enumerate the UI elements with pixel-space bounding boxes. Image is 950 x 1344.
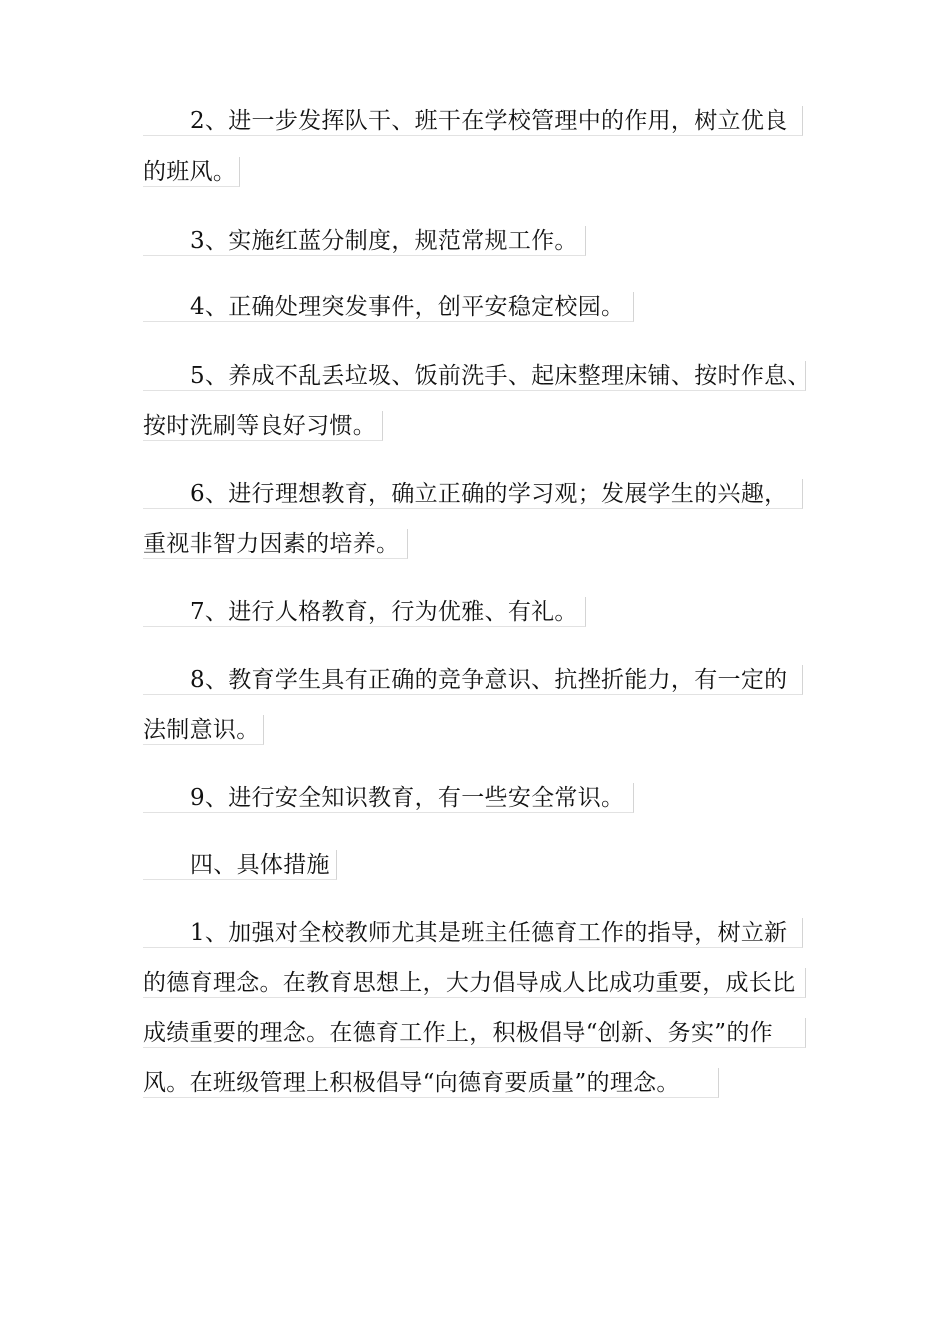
text-line: 的班风。: [143, 157, 240, 187]
text-line: 法制意识。: [143, 715, 264, 745]
text-line: 5、养成不乱丢垃圾、饭前洗手、起床整理床铺、按时作息、: [143, 361, 806, 391]
text-line: 8、教育学生具有正确的竞争意识、抗挫折能力，有一定的: [143, 665, 803, 695]
text-line: 6、进行理想教育，确立正确的学习观；发展学生的兴趣，: [143, 479, 803, 509]
text-line: 重视非智力因素的培养。: [143, 529, 408, 559]
text-line: 1、加强对全校教师尤其是班主任德育工作的指导，树立新: [143, 918, 803, 948]
text-line: 7、进行人格教育，行为优雅、有礼。: [143, 597, 586, 627]
text-line: 按时洗刷等良好习惯。: [143, 411, 383, 441]
text-line: 风。在班级管理上积极倡导“向德育要质量”的理念。: [143, 1068, 719, 1098]
text-line: 3、实施红蓝分制度，规范常规工作。: [143, 226, 586, 256]
section-heading: 四、具体措施: [143, 850, 337, 880]
text-line: 4、正确处理突发事件，创平安稳定校园。: [143, 292, 634, 322]
text-line: 成绩重要的理念。在德育工作上，积极倡导“创新、务实”的作: [143, 1018, 806, 1048]
text-line: 9、进行安全知识教育，有一些安全常识。: [143, 783, 634, 813]
text-line: 2、进一步发挥队干、班干在学校管理中的作用，树立优良: [143, 106, 803, 136]
text-line: 的德育理念。在教育思想上，大力倡导成人比成功重要，成长比: [143, 968, 806, 998]
